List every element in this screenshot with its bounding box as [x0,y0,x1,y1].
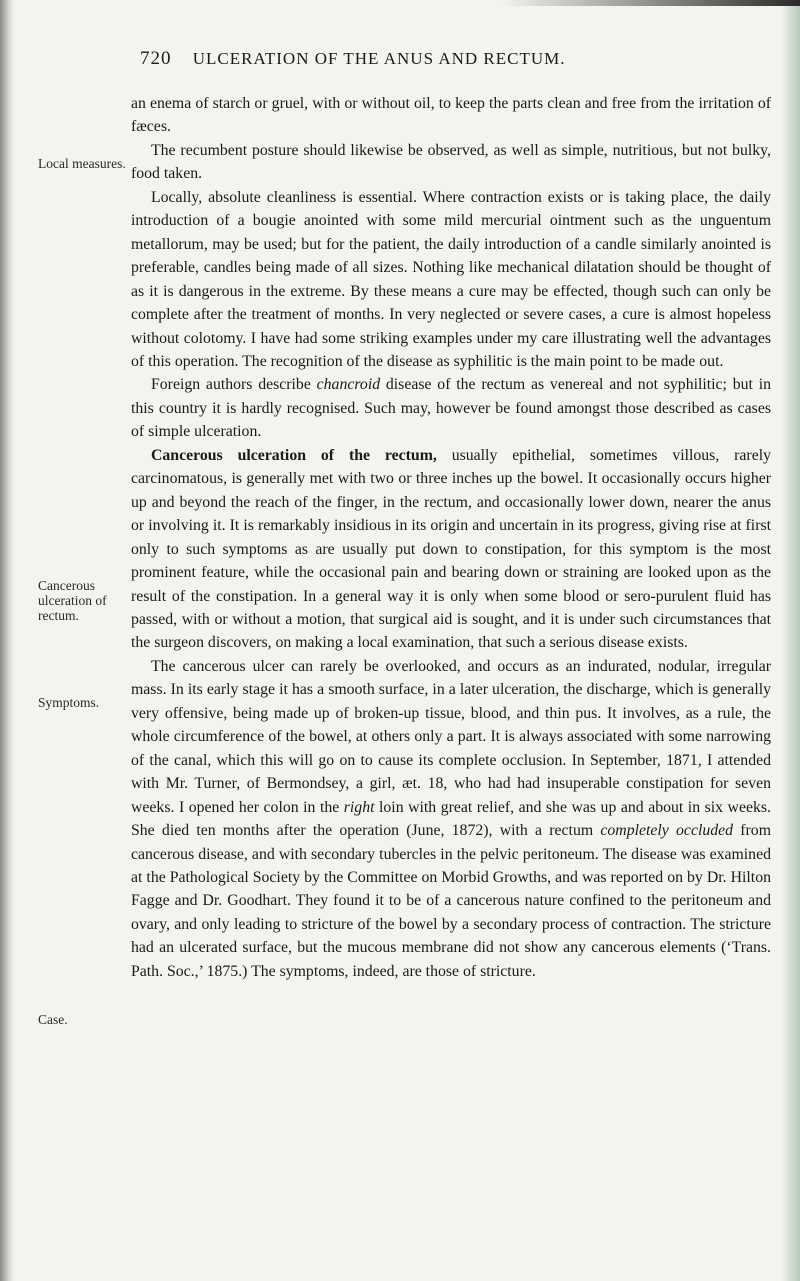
italic-term: chancroid [316,376,381,394]
running-head [140,48,780,70]
margin-note-local-measures: Local measures. [38,156,126,171]
margin-note-symptoms: Symptoms. [38,695,100,710]
bold-heading: Cancerous ulceration of the rectum, [151,446,437,464]
body-text [131,92,771,983]
paragraph-local-measures: Locally, absolute cleanliness is essential. Where contraction exists or is taking place, the daily introduction of a bougie anointed with some mild mercurial ointment such as the unguentum metallorum, may be used; but for the patient, the daily introduction of a candle similarly anointed is preferable, candles being made of all sizes. Nothing like mechanical dilatation should be thought of as it is dangerous in the extreme. By these means a cure may be effected, though such can only be complete after the treatment of months. In very neglected or severe cases, a cure is almost hopeless without colotomy. I have had some striking examples under my care illustrating well the advantages of this operation. The recognition of the disease as syphilitic is the main point to be made out. [131,188,771,370]
binding-shadow [0,0,14,1281]
page-edge [782,0,800,1281]
paragraph-cancerous-ulceration [131,444,771,655]
margin-note-case: Case. [38,1012,68,1027]
paragraph-chancroid [131,373,771,443]
text-run: usually epithelial, sometimes villous, rarely carcinomatous, is generally met with two or three inches up the bowel. It occasionally occurs higher up and beyond the reach of the finger, in the rectum, and occasionally lower down, nearer the anus or involving it. It is remarkably insidious in its origin and uncertain in its progress, giving rise at first only to such symptoms as are usually put down to constipation, for this symptom is the most prominent feature, while the occasional pain and bearing down or straining are looked upon as the result of the constipation. In a general way it is only when some blood or sero-purulent fluid has passed, with or without a motion, that surgical aid is sought, and it is under such circumstances that the surgeon discovers, on making a local examination, that such a serious disease exists. [131,446,771,652]
text-run: The cancerous ulcer can rarely be overlooked, and occurs as an indurated, nodular, irregular mass. In its early stage it has a smooth surface, in a later ulceration, the discharge, which is generally very offensive, being made up of broken-up tissue, blood, and thin pus. It involves, as a rule, the whole circumference of the bowel, at others only a part. It is always associated with some narrowing of the canal, which this will go on to cause its complete occlusion. In September, 1871, I attended with Mr. Turner, of Bermondsey, a girl, æt. 18, who had had insuperable constipation for seven weeks. I opened her colon in the [131,657,771,816]
paragraph-case [131,655,771,983]
text-run: disease of the rectum as venereal and not syphilitic; but in this country it is hardly recognised. Such may, however be found amongst those described as cases of simple ulceration. [131,376,771,441]
page-number: 720 [140,48,172,69]
text-run: loin with great relief, and she was up and about in six weeks. She died ten months after the operation (June, 1872), with a rectum [131,798,771,840]
text-run: Foreign authors describe [151,376,317,394]
text-run: from cancerous disease, and with secondary tubercles in the pelvic peritoneum. The disease was examined at the Pathological Society by the Committee on Morbid Growths, and was reported on by Dr. Hilton Fagge and Dr. Goodhart. They found it to be of a cancerous nature confined to the peritoneum and ovary, and only leading to stricture of the bowel by a secondary process of contraction. The stricture had an ulcerated surface, but the mucous membrane did not show any cancerous elements (‘Trans. Path. Soc.,’ 1875.) The symptoms, indeed, are those of stricture. [131,822,771,980]
italic-term: completely occluded [600,822,734,840]
paragraph-enema: an enema of starch or gruel, with or without oil, to keep the parts clean and free from the irritation of fæces. [131,95,771,136]
paragraph-recumbent-posture: The recumbent posture should likewise be observed, as well as simple, nutritious, but not bulky, food taken. [131,141,771,183]
margin-note-cancerous-ulceration: Cancerous ulceration of rectum. [38,578,107,623]
top-edge-shadow [500,0,800,6]
italic-term: right [343,798,375,816]
chapter-title: ULCERATION OF THE ANUS AND RECTUM. [192,49,566,68]
